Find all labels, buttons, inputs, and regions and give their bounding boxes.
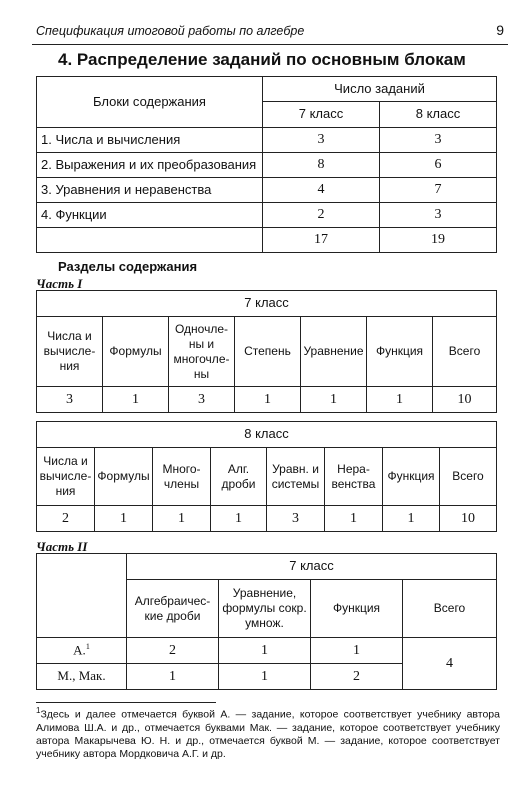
- value-cell: 3: [380, 203, 497, 228]
- column-header: Алгебраические дроби: [127, 580, 219, 638]
- total-row: [37, 228, 497, 253]
- value-cell: 6: [380, 153, 497, 178]
- table-row: [37, 203, 497, 228]
- value-cell: 1: [301, 387, 367, 413]
- value-cell: 7: [380, 178, 497, 203]
- footnote-divider: [36, 702, 216, 703]
- value-cell: 10: [440, 506, 497, 532]
- part1-label: Часть I: [36, 276, 83, 291]
- header-row: [37, 448, 497, 506]
- value-cell: 1: [219, 664, 311, 690]
- block-name-cell: 1. Числа и вычисления: [37, 128, 263, 153]
- column-header: Одночлены и многочлены: [169, 317, 235, 387]
- value-cell: 3: [267, 506, 325, 532]
- header-row: [37, 317, 497, 387]
- value-cell: 4: [263, 178, 380, 203]
- value-cell: 1: [127, 664, 219, 690]
- column-header: Уравнение, формулы сокр. умнож.: [219, 580, 311, 638]
- value-cell: 1: [95, 506, 153, 532]
- column-header: Всего: [433, 317, 497, 387]
- table-row: [37, 387, 497, 413]
- value-cell: 1: [103, 387, 169, 413]
- section-title: 4. Распределение заданий по основным блокам: [58, 50, 466, 69]
- value-cell: 2: [263, 203, 380, 228]
- table-row: [37, 128, 497, 153]
- value-cell: 8: [263, 153, 380, 178]
- part1-grade8-table: [36, 421, 497, 532]
- value-cell: 2: [311, 664, 403, 690]
- grade8-header-cell: 8 класс: [380, 102, 497, 128]
- footnote-text: Здесь и далее отмечается буквой А. — задание, которое соответствует учебнику автора Алимова Ш.А. и др., отмечается буквами Мак. — задание, которое соответствует учебнику автора Макарычева Ю. Н. и др., отмечается буквой М. — задание, которое соответствует учебнику автора Мордковича А.Г. и др.: [36, 708, 500, 760]
- value-cell: 3: [37, 387, 103, 413]
- table-row: [37, 153, 497, 178]
- total-cell: 19: [380, 228, 497, 253]
- value-cell: 3: [380, 128, 497, 153]
- grade7-header-cell: 7 класс: [263, 102, 380, 128]
- count-header-cell: Число заданий: [263, 77, 497, 102]
- row-label: М., Мак.: [37, 664, 127, 690]
- column-header: Уравн. и системы: [267, 448, 325, 506]
- empty-cell: [37, 228, 263, 253]
- total-cell: 4: [403, 638, 497, 690]
- value-cell: 1: [211, 506, 267, 532]
- blocks-header-cell: Блоки содержания: [37, 77, 263, 128]
- grade-title-cell: 8 класс: [37, 422, 497, 448]
- table-row: [37, 506, 497, 532]
- value-cell: 2: [37, 506, 95, 532]
- column-header: Всего: [403, 580, 497, 638]
- page-number: 9: [496, 22, 504, 38]
- value-cell: 1: [235, 387, 301, 413]
- table-row: [37, 638, 497, 664]
- value-cell: 10: [433, 387, 497, 413]
- column-header: Всего: [440, 448, 497, 506]
- value-cell: 1: [367, 387, 433, 413]
- column-header: Функция: [311, 580, 403, 638]
- column-header: Неравенства: [325, 448, 383, 506]
- value-cell: 3: [169, 387, 235, 413]
- column-header: Алг. дроби: [211, 448, 267, 506]
- column-header: Функция: [367, 317, 433, 387]
- running-header: [32, 20, 508, 45]
- column-header: Формулы: [95, 448, 153, 506]
- column-header: Формулы: [103, 317, 169, 387]
- empty-corner-cell: [37, 554, 127, 638]
- table-row: [37, 178, 497, 203]
- value-cell: 1: [219, 638, 311, 664]
- row-label-text: А.: [73, 642, 86, 658]
- column-header: Многочлены: [153, 448, 211, 506]
- footnote-marker: 1: [85, 642, 90, 652]
- grade-title-cell: 7 класс: [37, 291, 497, 317]
- value-cell: 1: [153, 506, 211, 532]
- part1-grade7-table: [36, 290, 497, 413]
- column-header: Степень: [235, 317, 301, 387]
- block-name-cell: 2. Выражения и их преобразования: [37, 153, 263, 178]
- block-name-cell: 3. Уравнения и неравенства: [37, 178, 263, 203]
- block-name-cell: 4. Функции: [37, 203, 263, 228]
- value-cell: 1: [325, 506, 383, 532]
- running-header-title: Спецификация итоговой работы по алгебре: [36, 24, 305, 38]
- column-header: Числа и вычисления: [37, 317, 103, 387]
- column-header: Функция: [383, 448, 440, 506]
- footnote-number: 1: [36, 706, 41, 715]
- value-cell: 3: [263, 128, 380, 153]
- value-cell: 1: [311, 638, 403, 664]
- part2-label: Часть II: [36, 539, 88, 554]
- part2-grade7-table: [36, 553, 497, 690]
- value-cell: 2: [127, 638, 219, 664]
- value-cell: 1: [383, 506, 440, 532]
- row-label: [37, 638, 127, 664]
- content-sections-title: Разделы содержания: [58, 259, 198, 274]
- column-header: Уравнение: [301, 317, 367, 387]
- blocks-table: [36, 76, 497, 253]
- column-header: Числа и вычисления: [37, 448, 95, 506]
- total-cell: 17: [263, 228, 380, 253]
- footnote: [36, 704, 500, 761]
- grade-title-cell: 7 класс: [127, 554, 497, 580]
